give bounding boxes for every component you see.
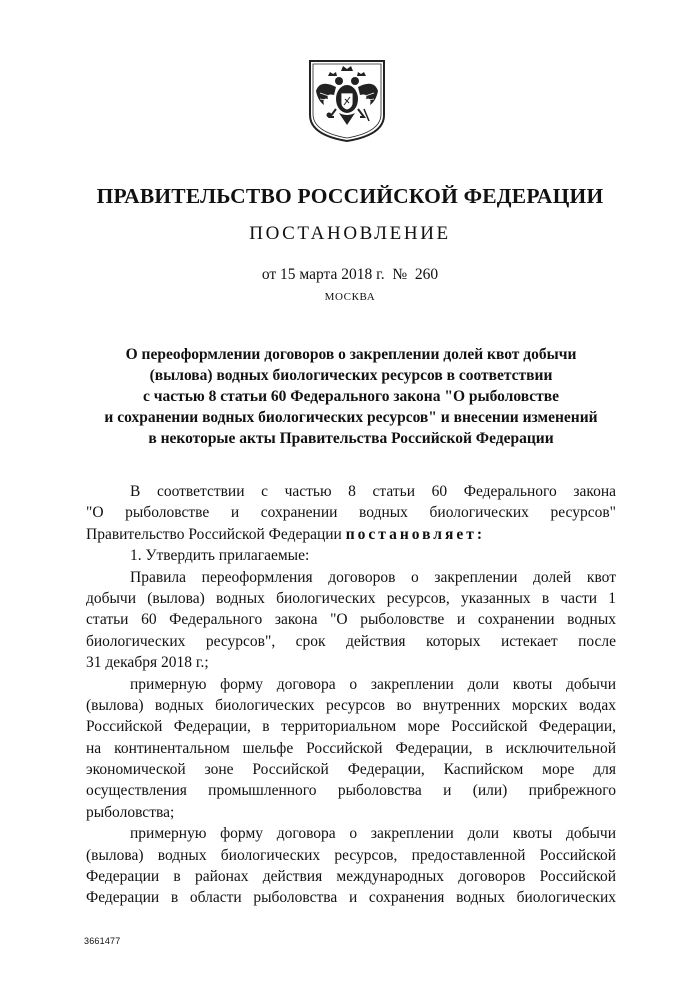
body-line bbox=[86, 524, 616, 545]
body-line: (вылова) водных биологических ресурсов во внутренних морских водах bbox=[86, 696, 616, 714]
body-line: добычи (вылова) водных биологических ресурсов, указанных в части 1 bbox=[86, 589, 616, 607]
body-line: 31 декабря 2018 г.; bbox=[86, 654, 209, 672]
resolves-word: постановляет: bbox=[345, 525, 486, 543]
document-date-number bbox=[0, 266, 700, 284]
russian-coat-of-arms-icon bbox=[306, 57, 388, 143]
subject-line: в некоторые акты Правительства Российской Федерации bbox=[148, 430, 554, 447]
body-line: Федерации в области рыболовства и сохранения водных биологических bbox=[86, 889, 616, 907]
paragraph-rules bbox=[86, 567, 616, 674]
document-subject bbox=[86, 344, 616, 449]
subject-line: с частью 8 статьи 60 Федерального закона "О рыболовстве bbox=[142, 388, 560, 405]
body-line: осуществления промышленного рыболовства и (или) прибрежного bbox=[86, 782, 616, 800]
document-city: МОСКВА bbox=[324, 291, 376, 303]
document-control-number: 3661477 bbox=[84, 936, 121, 946]
item-1: 1. Утвердить прилагаемые: bbox=[130, 547, 310, 565]
body-line: статьи 60 Федерального закона "О рыболовстве и сохранении водных bbox=[86, 611, 616, 629]
document-body bbox=[86, 481, 616, 909]
paragraph-preamble bbox=[86, 481, 616, 545]
body-line: примерную форму договора о закреплении доли квоты добычи bbox=[130, 675, 616, 693]
body-line: рыболовства; bbox=[86, 803, 175, 821]
body-line: "О рыболовстве и сохранении водных биологических ресурсов" bbox=[86, 504, 616, 522]
government-title: ПРАВИТЕЛЬСТВО РОССИЙСКОЙ ФЕДЕРАЦИИ bbox=[96, 184, 604, 208]
body-line: биологических ресурсов", срок действия которых истекает после bbox=[86, 632, 616, 650]
body-line: на континентальном шельфе Российской Федерации, в исключительной bbox=[86, 739, 616, 757]
body-line: В соответствии с частью 8 статьи 60 Федерального закона bbox=[130, 483, 616, 500]
subject-line: (вылова) водных биологических ресурсов в соответствии bbox=[149, 367, 553, 384]
paragraph-form-1 bbox=[86, 674, 616, 824]
body-line: примерную форму договора о закреплении доли квоты добычи bbox=[130, 825, 616, 843]
paragraph-form-2 bbox=[86, 823, 616, 909]
body-line: Правила переоформления договоров о закреплении долей квот bbox=[130, 568, 616, 586]
body-line: (вылова) водных биологических ресурсов, предоставленной Российской bbox=[86, 846, 616, 864]
date-number-text: от 15 марта 2018 г. № 260 bbox=[261, 266, 439, 283]
body-line: экономической зоне Российской Федерации, Каспийском море для bbox=[86, 761, 616, 779]
body-line: Российской Федерации, в территориальном море Российской Федерации, bbox=[86, 718, 616, 736]
subject-line: и сохранении водных биологических ресурсов" и внесении изменений bbox=[104, 409, 598, 426]
body-line: Федерации в районах действия международных договоров Российской bbox=[86, 868, 616, 886]
subject-line: О переоформлении договоров о закреплении долей квот добычи bbox=[125, 346, 577, 363]
preamble-prefix: Правительство Российской Федерации bbox=[86, 525, 346, 543]
document-type: ПОСТАНОВЛЕНИЕ bbox=[249, 223, 451, 244]
